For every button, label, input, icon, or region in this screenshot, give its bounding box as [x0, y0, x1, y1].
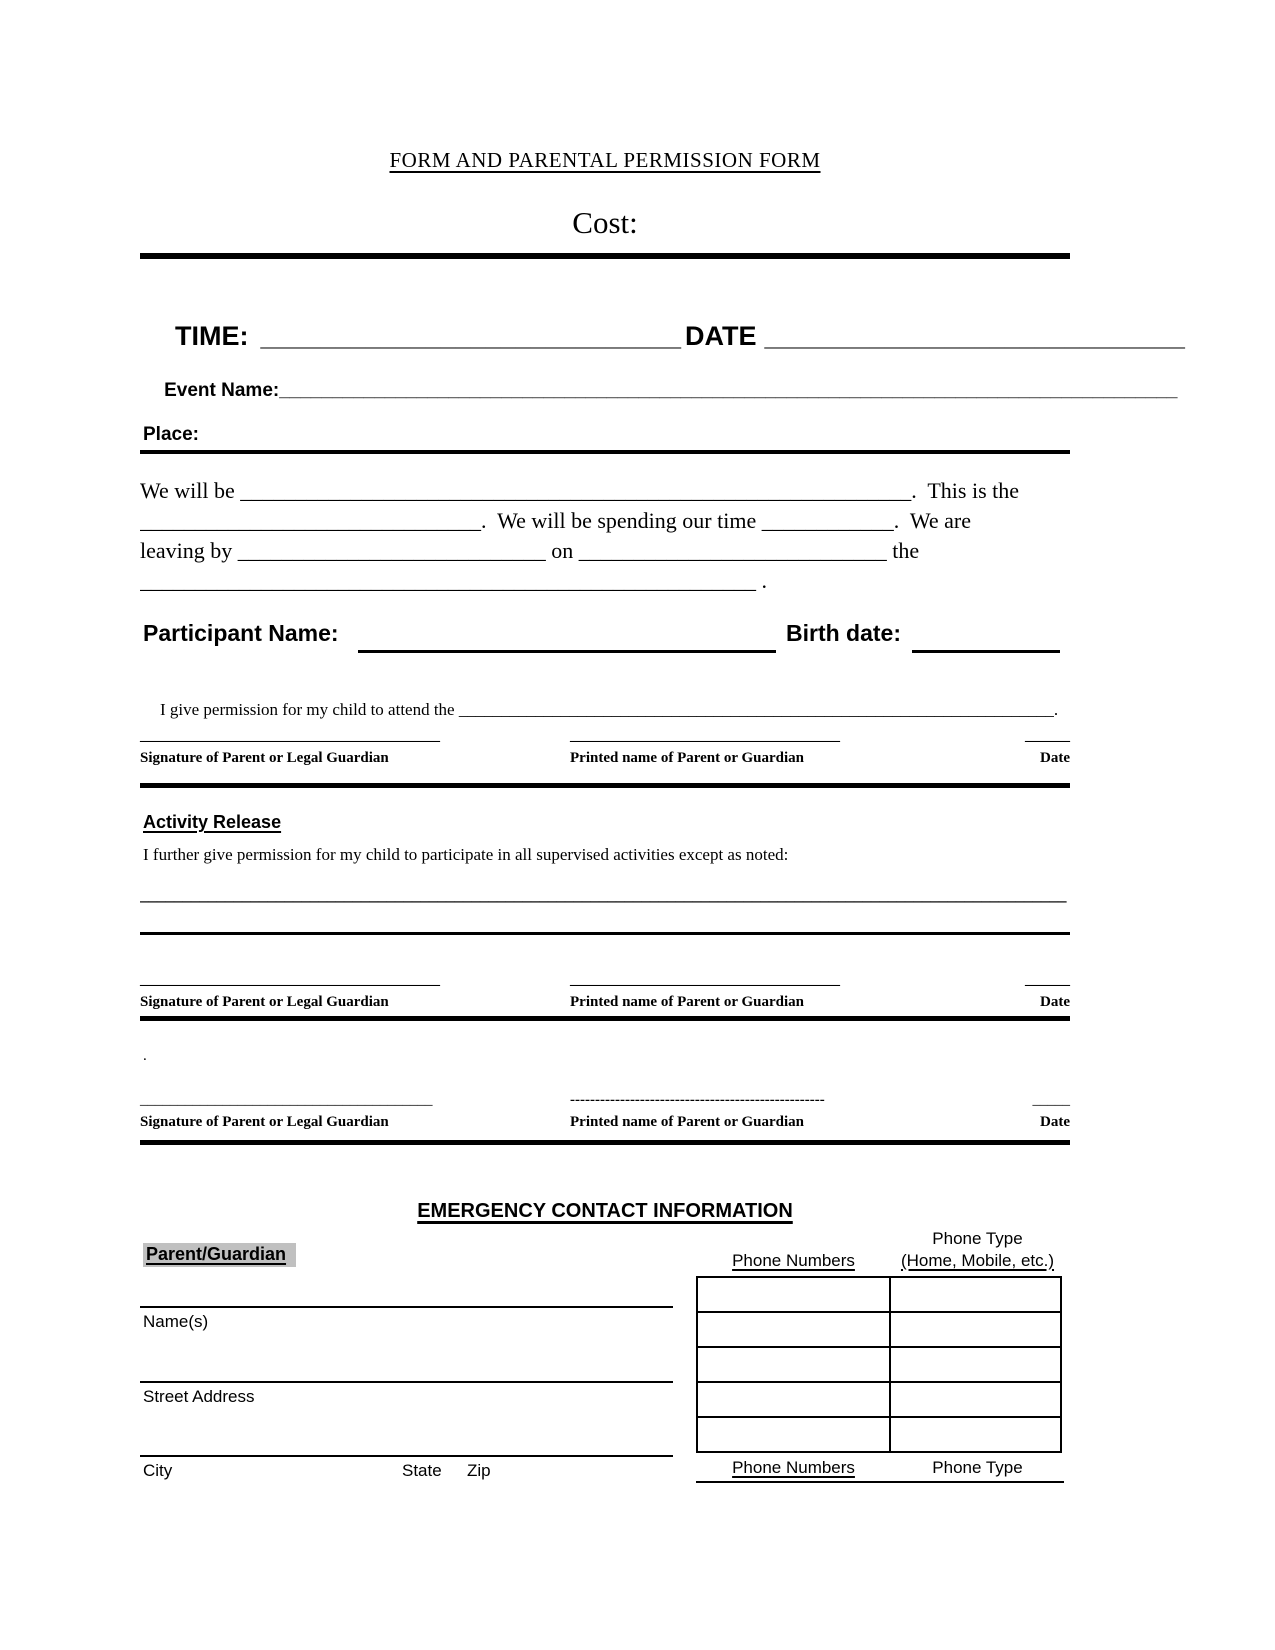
- event-name-row: [143, 358, 1177, 424]
- permission-text: .: [1053, 700, 1059, 719]
- footer-phone-type: Phone Type: [932, 1458, 1023, 1477]
- event-name-blank[interactable]: _____________________________________________________________________________________: [279, 380, 1178, 401]
- phone-numbers-header: [696, 1250, 891, 1272]
- footer-line: [696, 1481, 1064, 1483]
- printed-name-label: Printed name of Parent or Guardian: [570, 1114, 805, 1130]
- date-cell: [1000, 1092, 1070, 1109]
- names-label: Name(s): [143, 1312, 209, 1331]
- names-blank[interactable]: [140, 1306, 673, 1308]
- participant-name-blank[interactable]: [358, 650, 776, 653]
- trip-blank[interactable]: ________________________________________________________: [140, 568, 756, 593]
- signature-block-2-lines: [140, 972, 1070, 989]
- date-label: Date: [1040, 750, 1070, 766]
- phone-number-cell[interactable]: [697, 1347, 890, 1382]
- phone-number-cell[interactable]: [697, 1382, 890, 1417]
- birth-date-label: Birth date:: [786, 620, 901, 646]
- printed-name-blank[interactable]: ____________________________________: [570, 972, 840, 988]
- parent-guardian-label: Parent/Guardian: [143, 1243, 296, 1267]
- date-blank[interactable]: ______: [1025, 972, 1070, 988]
- printed-name-blank[interactable]: ---------------------------------------------------: [570, 1092, 825, 1108]
- printed-name-blank[interactable]: ____________________________________: [570, 728, 840, 744]
- phone-number-cell[interactable]: [697, 1277, 890, 1312]
- trip-text: leaving by: [140, 538, 238, 563]
- signature-block-3-labels: [140, 1114, 1070, 1131]
- phone-type-header-line2: (Home, Mobile, etc.): [900, 1251, 1055, 1270]
- date-label: Date: [1040, 994, 1070, 1010]
- signature-label: Signature of Parent or Legal Guardian: [140, 994, 389, 1010]
- signature-block-2-labels: [140, 994, 1070, 1011]
- place-line[interactable]: [140, 450, 1070, 454]
- header-divider: [140, 253, 1070, 259]
- table-row: [697, 1382, 1061, 1417]
- trip-text: . We will be spending our time: [481, 508, 762, 533]
- table-row: [697, 1277, 1061, 1312]
- printed-name-cell: [570, 1092, 1000, 1109]
- signature-block-1-lines: [140, 728, 1070, 745]
- permission-blank[interactable]: ______________________________________________________________________: [458, 700, 1054, 719]
- trip-blank[interactable]: _______________________________: [140, 508, 481, 533]
- signature-block-3-lines: [140, 1092, 1070, 1109]
- trip-paragraph: [140, 476, 1075, 596]
- activity-release-heading: Activity Release: [143, 812, 282, 832]
- activity-release-text: I further give permission for my child to participate in all supervised activities except as noted:: [143, 845, 789, 864]
- trip-blank[interactable]: ____________________________: [237, 538, 546, 563]
- section-divider: [140, 1140, 1070, 1145]
- printed-name-label: Printed name of Parent or Guardian: [570, 994, 805, 1010]
- date-blank[interactable]: ____________________________: [764, 321, 1185, 351]
- permission-text: I give permission for my child to attend the: [160, 700, 459, 719]
- date-label: Date: [1040, 1114, 1070, 1130]
- table-row: [697, 1312, 1061, 1347]
- table-row: [697, 1347, 1061, 1382]
- trip-text: . We are: [893, 508, 971, 533]
- trip-blank[interactable]: ____________: [761, 508, 894, 533]
- date-blank[interactable]: _____: [1032, 1092, 1070, 1108]
- time-label: TIME:: [175, 321, 249, 351]
- printed-name-label: Printed name of Parent or Guardian: [570, 750, 805, 766]
- section-divider: [140, 1016, 1070, 1021]
- signature-blank[interactable]: _______________________________________: [140, 1092, 433, 1108]
- signature-cell: [140, 1092, 570, 1109]
- trip-text: . This is the: [911, 478, 1020, 503]
- trip-text: We will be: [140, 478, 241, 503]
- phone-table-footer: [696, 1458, 1064, 1478]
- phone-type-cell[interactable]: [890, 1417, 1061, 1452]
- paragraph-line: [140, 476, 1075, 506]
- signature-blank[interactable]: ________________________________________: [140, 728, 440, 744]
- signature-blank[interactable]: ________________________________________: [140, 972, 440, 988]
- time-blank[interactable]: ____________________________: [260, 321, 681, 351]
- signature-block-1-labels: [140, 750, 1070, 767]
- section-divider: [140, 783, 1070, 788]
- date-blank[interactable]: ______: [1025, 728, 1070, 744]
- phone-table-headers: [696, 1222, 1064, 1272]
- state-label: State: [402, 1461, 442, 1480]
- paragraph-line: [140, 566, 1075, 596]
- participant-name-label: Participant Name:: [143, 620, 339, 646]
- zip-label: Zip: [467, 1461, 491, 1480]
- printed-name-cell: [570, 728, 1000, 745]
- phone-numbers-header-text: Phone Numbers: [732, 1251, 855, 1270]
- phone-type-header-line1: Phone Type: [932, 1229, 1023, 1248]
- birth-date-blank[interactable]: [912, 650, 1060, 653]
- place-label: Place:: [143, 424, 199, 445]
- city-label: City: [143, 1461, 173, 1480]
- cost-label: Cost:: [572, 205, 638, 240]
- phone-type-cell[interactable]: [890, 1277, 1061, 1312]
- activity-notes-blank-1[interactable]: _____________________________________________________________________________________________________________: [140, 885, 1067, 904]
- trip-text: on: [545, 538, 579, 563]
- phone-type-header: [891, 1228, 1064, 1272]
- emergency-contact-heading: EMERGENCY CONTACT INFORMATION: [417, 1200, 793, 1222]
- footer-phone-numbers: [696, 1458, 891, 1478]
- signature-label: Signature of Parent or Legal Guardian: [140, 1114, 389, 1130]
- stray-period: .: [143, 1048, 147, 1064]
- phone-number-cell[interactable]: [697, 1312, 890, 1347]
- table-row: [697, 1417, 1061, 1452]
- paragraph-line: [140, 506, 1075, 536]
- trip-blank[interactable]: ____________________________: [578, 538, 887, 563]
- trip-text: .: [756, 568, 767, 593]
- activity-notes-blank-2[interactable]: [140, 932, 1070, 935]
- date-cell: [1000, 728, 1070, 745]
- street-address-label: Street Address: [143, 1387, 255, 1406]
- signature-cell: [140, 728, 570, 745]
- street-address-blank[interactable]: [140, 1381, 673, 1383]
- event-name-label: Event Name:: [164, 380, 280, 401]
- trip-text: the: [886, 538, 920, 563]
- signature-label: Signature of Parent or Legal Guardian: [140, 750, 389, 766]
- form-title: FORM AND PARENTAL PERMISSION FORM: [389, 148, 821, 172]
- signature-cell: [140, 972, 570, 989]
- city-state-zip-blank[interactable]: [140, 1455, 673, 1457]
- phone-type-cell[interactable]: [890, 1382, 1061, 1417]
- footer-phone-numbers-text: Phone Numbers: [732, 1458, 855, 1477]
- printed-name-cell: [570, 972, 1000, 989]
- phone-number-cell[interactable]: [697, 1417, 890, 1452]
- date-label: DATE: [684, 321, 757, 351]
- date-cell: [1000, 972, 1070, 989]
- trip-blank[interactable]: _____________________________________________________________: [240, 478, 912, 503]
- paragraph-line: [140, 536, 1075, 566]
- phone-table: [696, 1276, 1062, 1453]
- phone-type-cell[interactable]: [890, 1312, 1061, 1347]
- phone-type-cell[interactable]: [890, 1347, 1061, 1382]
